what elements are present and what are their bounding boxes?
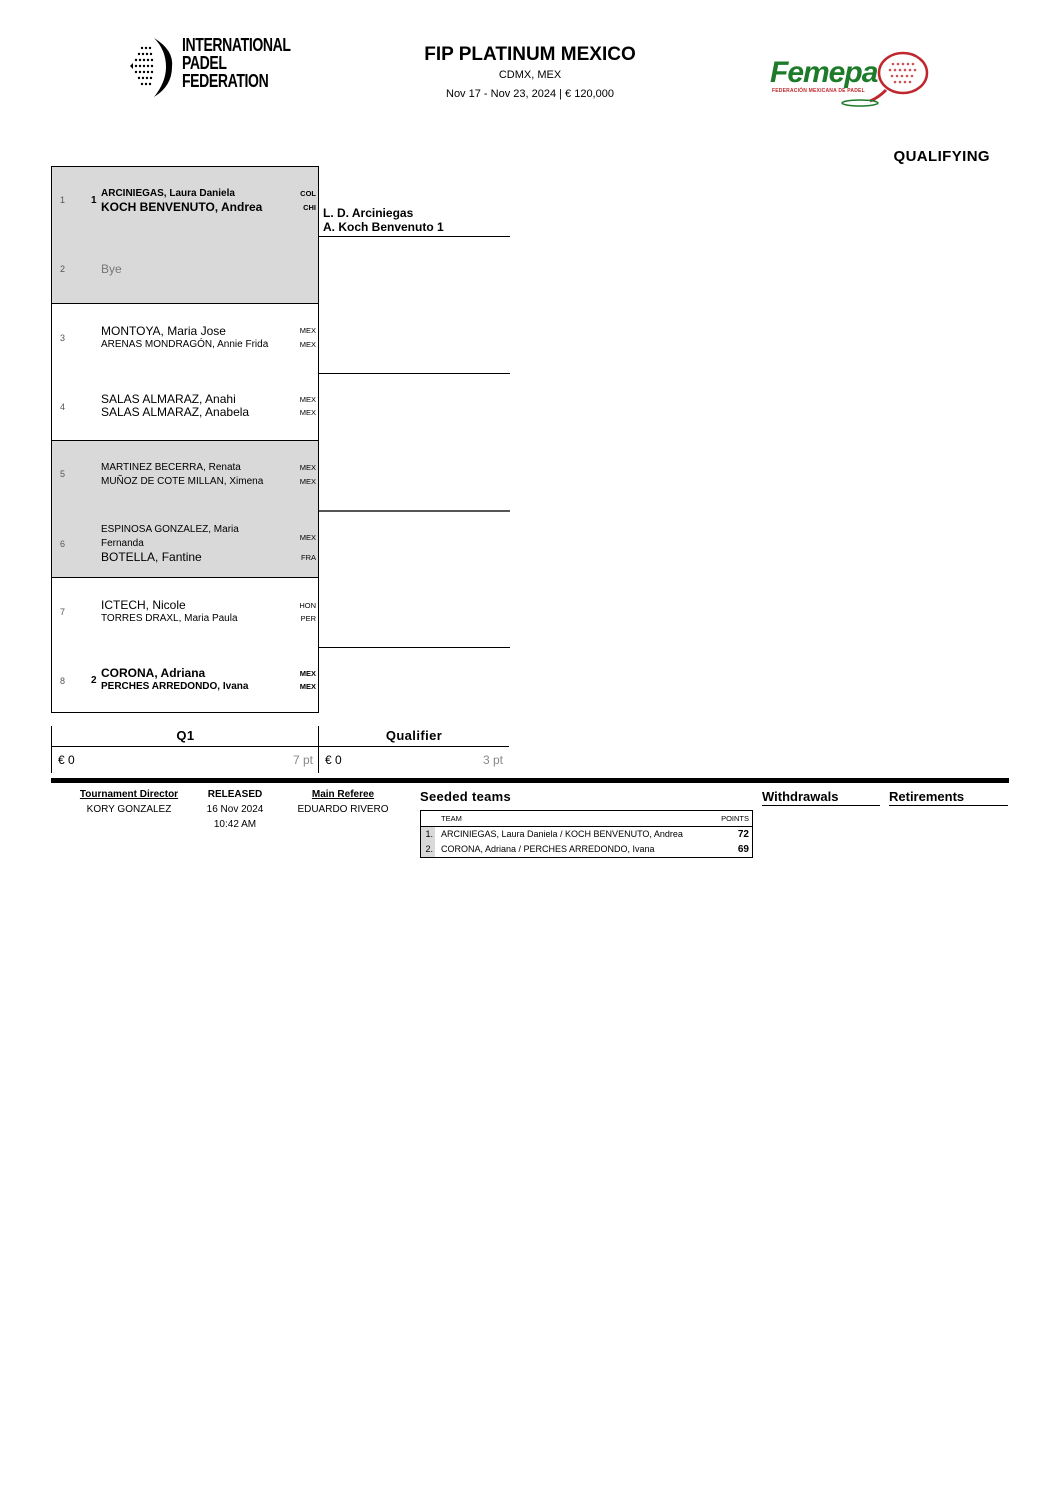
winner-line: A. Koch Benvenuto 1: [323, 220, 444, 234]
round-headers: [51, 726, 510, 773]
match-line: [319, 373, 510, 374]
round-points: 7 pt: [292, 753, 313, 767]
player-nationality: FRA: [301, 553, 316, 562]
retirements-title: Retirements: [889, 789, 1008, 806]
femepa-wordmark: Femepa: [770, 56, 878, 89]
round-prize: € 0: [325, 753, 342, 767]
player-name: KOCH BENVENUTO, Andrea: [101, 200, 263, 214]
winner-line: L. D. Arciniegas: [323, 206, 414, 220]
seeded-row: [421, 842, 752, 857]
main-referee: [286, 787, 400, 817]
seeded-teams-table: [420, 810, 753, 858]
player-name: MUÑOZ DE COTE MILLAN, Ximena: [101, 476, 264, 487]
seeded-points: 72: [737, 829, 749, 840]
tournament-dates-prize: Nov 17 - Nov 23, 2024 | € 120,000: [446, 88, 614, 100]
player-name: ICTECH, Nicole: [101, 598, 186, 612]
slot-number: 3: [60, 333, 66, 343]
col-points: POINTS: [721, 814, 749, 823]
slot-number: 2: [60, 264, 66, 274]
round-title: Q1: [176, 728, 195, 743]
player-nationality: CHI: [303, 203, 316, 212]
player-name: CORONA, Adriana: [101, 666, 206, 680]
round-points: 3 pt: [482, 753, 503, 767]
released-info: [196, 787, 274, 832]
player-nationality: HON: [299, 601, 316, 610]
tournament-director: [66, 787, 192, 817]
round-header-qualifier: [318, 726, 509, 773]
round-header-divider: [52, 746, 319, 747]
slot-number: 1: [60, 195, 66, 205]
match-line: [319, 236, 510, 237]
player-nationality: COL: [300, 189, 316, 198]
fip-logo: [128, 35, 291, 98]
round-title: Qualifier: [385, 728, 443, 743]
fip-logo-text: [182, 36, 291, 90]
match-winner[interactable]: [323, 206, 444, 234]
draw-box: [51, 166, 319, 713]
player-name: ESPINOSA GONZALEZ, Maria: [101, 524, 239, 535]
player-nationality: MEX: [299, 408, 316, 417]
bye-label: Bye: [101, 262, 122, 276]
player-name: SALAS ALMARAZ, Anabela: [101, 405, 250, 419]
seeded-row: [421, 827, 752, 842]
player-name-continued: Fernanda: [101, 538, 144, 549]
fip-logo-line: INTERNATIONAL: [182, 35, 291, 55]
director-label: Tournament Director: [79, 789, 179, 800]
section-title: QUALIFYING: [893, 148, 990, 165]
seeded-team: ARCINIEGAS, Laura Daniela / KOCH BENVENUTO, Andrea: [441, 829, 683, 839]
fip-logo-line: PADEL: [182, 53, 227, 73]
seeded-teams-title: Seeded teams: [420, 789, 512, 804]
player-name: ARCINIEGAS, Laura Daniela: [101, 188, 235, 199]
player-name: ARENAS MONDRAGÓN, Annie Frida: [101, 339, 269, 350]
match-line: [319, 510, 510, 512]
player-nationality: MEX: [299, 477, 316, 486]
slot-number: 6: [60, 539, 66, 549]
seeded-team: CORONA, Adriana / PERCHES ARREDONDO, Ivana: [441, 844, 655, 854]
round-header-divider: [319, 746, 509, 747]
player-name: BOTELLA, Fantine: [101, 550, 202, 564]
round-prize: € 0: [58, 753, 75, 767]
player-nationality: MEX: [299, 326, 316, 335]
padel-ball-icon: [128, 36, 178, 98]
seed-number: 1: [91, 195, 97, 206]
femepa-subtext: FEDERACIÓN MEXICANA DE PADEL: [772, 88, 865, 94]
slot-number: 4: [60, 402, 66, 412]
round-header-q1: [51, 726, 319, 773]
femepa-logo: [768, 48, 938, 110]
player-nationality: MEX: [299, 395, 316, 404]
player-nationality: MEX: [299, 340, 316, 349]
seed-index: 2.: [421, 842, 435, 857]
referee-label: Main Referee: [311, 789, 375, 800]
player-name: TORRES DRAXL, Maria Paula: [101, 613, 238, 624]
slot-number: 7: [60, 607, 66, 617]
footer-divider: [51, 778, 1009, 783]
player-nationality: MEX: [299, 533, 316, 542]
player-name: SALAS ALMARAZ, Anahi: [101, 392, 236, 406]
slot-number: 8: [60, 676, 66, 686]
director-name: KORY GONZALEZ: [86, 804, 172, 815]
match-line: [319, 647, 510, 648]
player-nationality: MEX: [299, 669, 316, 678]
withdrawals-title: Withdrawals: [762, 789, 880, 806]
player-name: MARTINEZ BECERRA, Renata: [101, 462, 241, 473]
released-time: 10:42 AM: [213, 819, 257, 830]
player-nationality: MEX: [299, 463, 316, 472]
player-nationality: PER: [300, 614, 316, 623]
player-name: PERCHES ARREDONDO, Ivana: [101, 681, 249, 692]
fip-logo-line: FEDERATION: [182, 71, 269, 91]
released-label: RELEASED: [207, 789, 263, 800]
referee-name: EDUARDO RIVERO: [297, 804, 389, 815]
player-nationality: MEX: [299, 682, 316, 691]
slot-number: 5: [60, 469, 66, 479]
player-name: MONTOYA, Maria Jose: [101, 324, 226, 338]
tournament-location: CDMX, MEX: [498, 69, 562, 81]
col-team: TEAM: [441, 814, 462, 823]
seeded-points: 69: [737, 844, 749, 855]
tournament-title: FIP PLATINUM MEXICO: [424, 44, 636, 65]
released-date: 16 Nov 2024: [206, 804, 264, 815]
seeded-table-header: [421, 811, 752, 827]
seed-number: 2: [91, 675, 97, 686]
seed-index: 1.: [421, 827, 435, 842]
